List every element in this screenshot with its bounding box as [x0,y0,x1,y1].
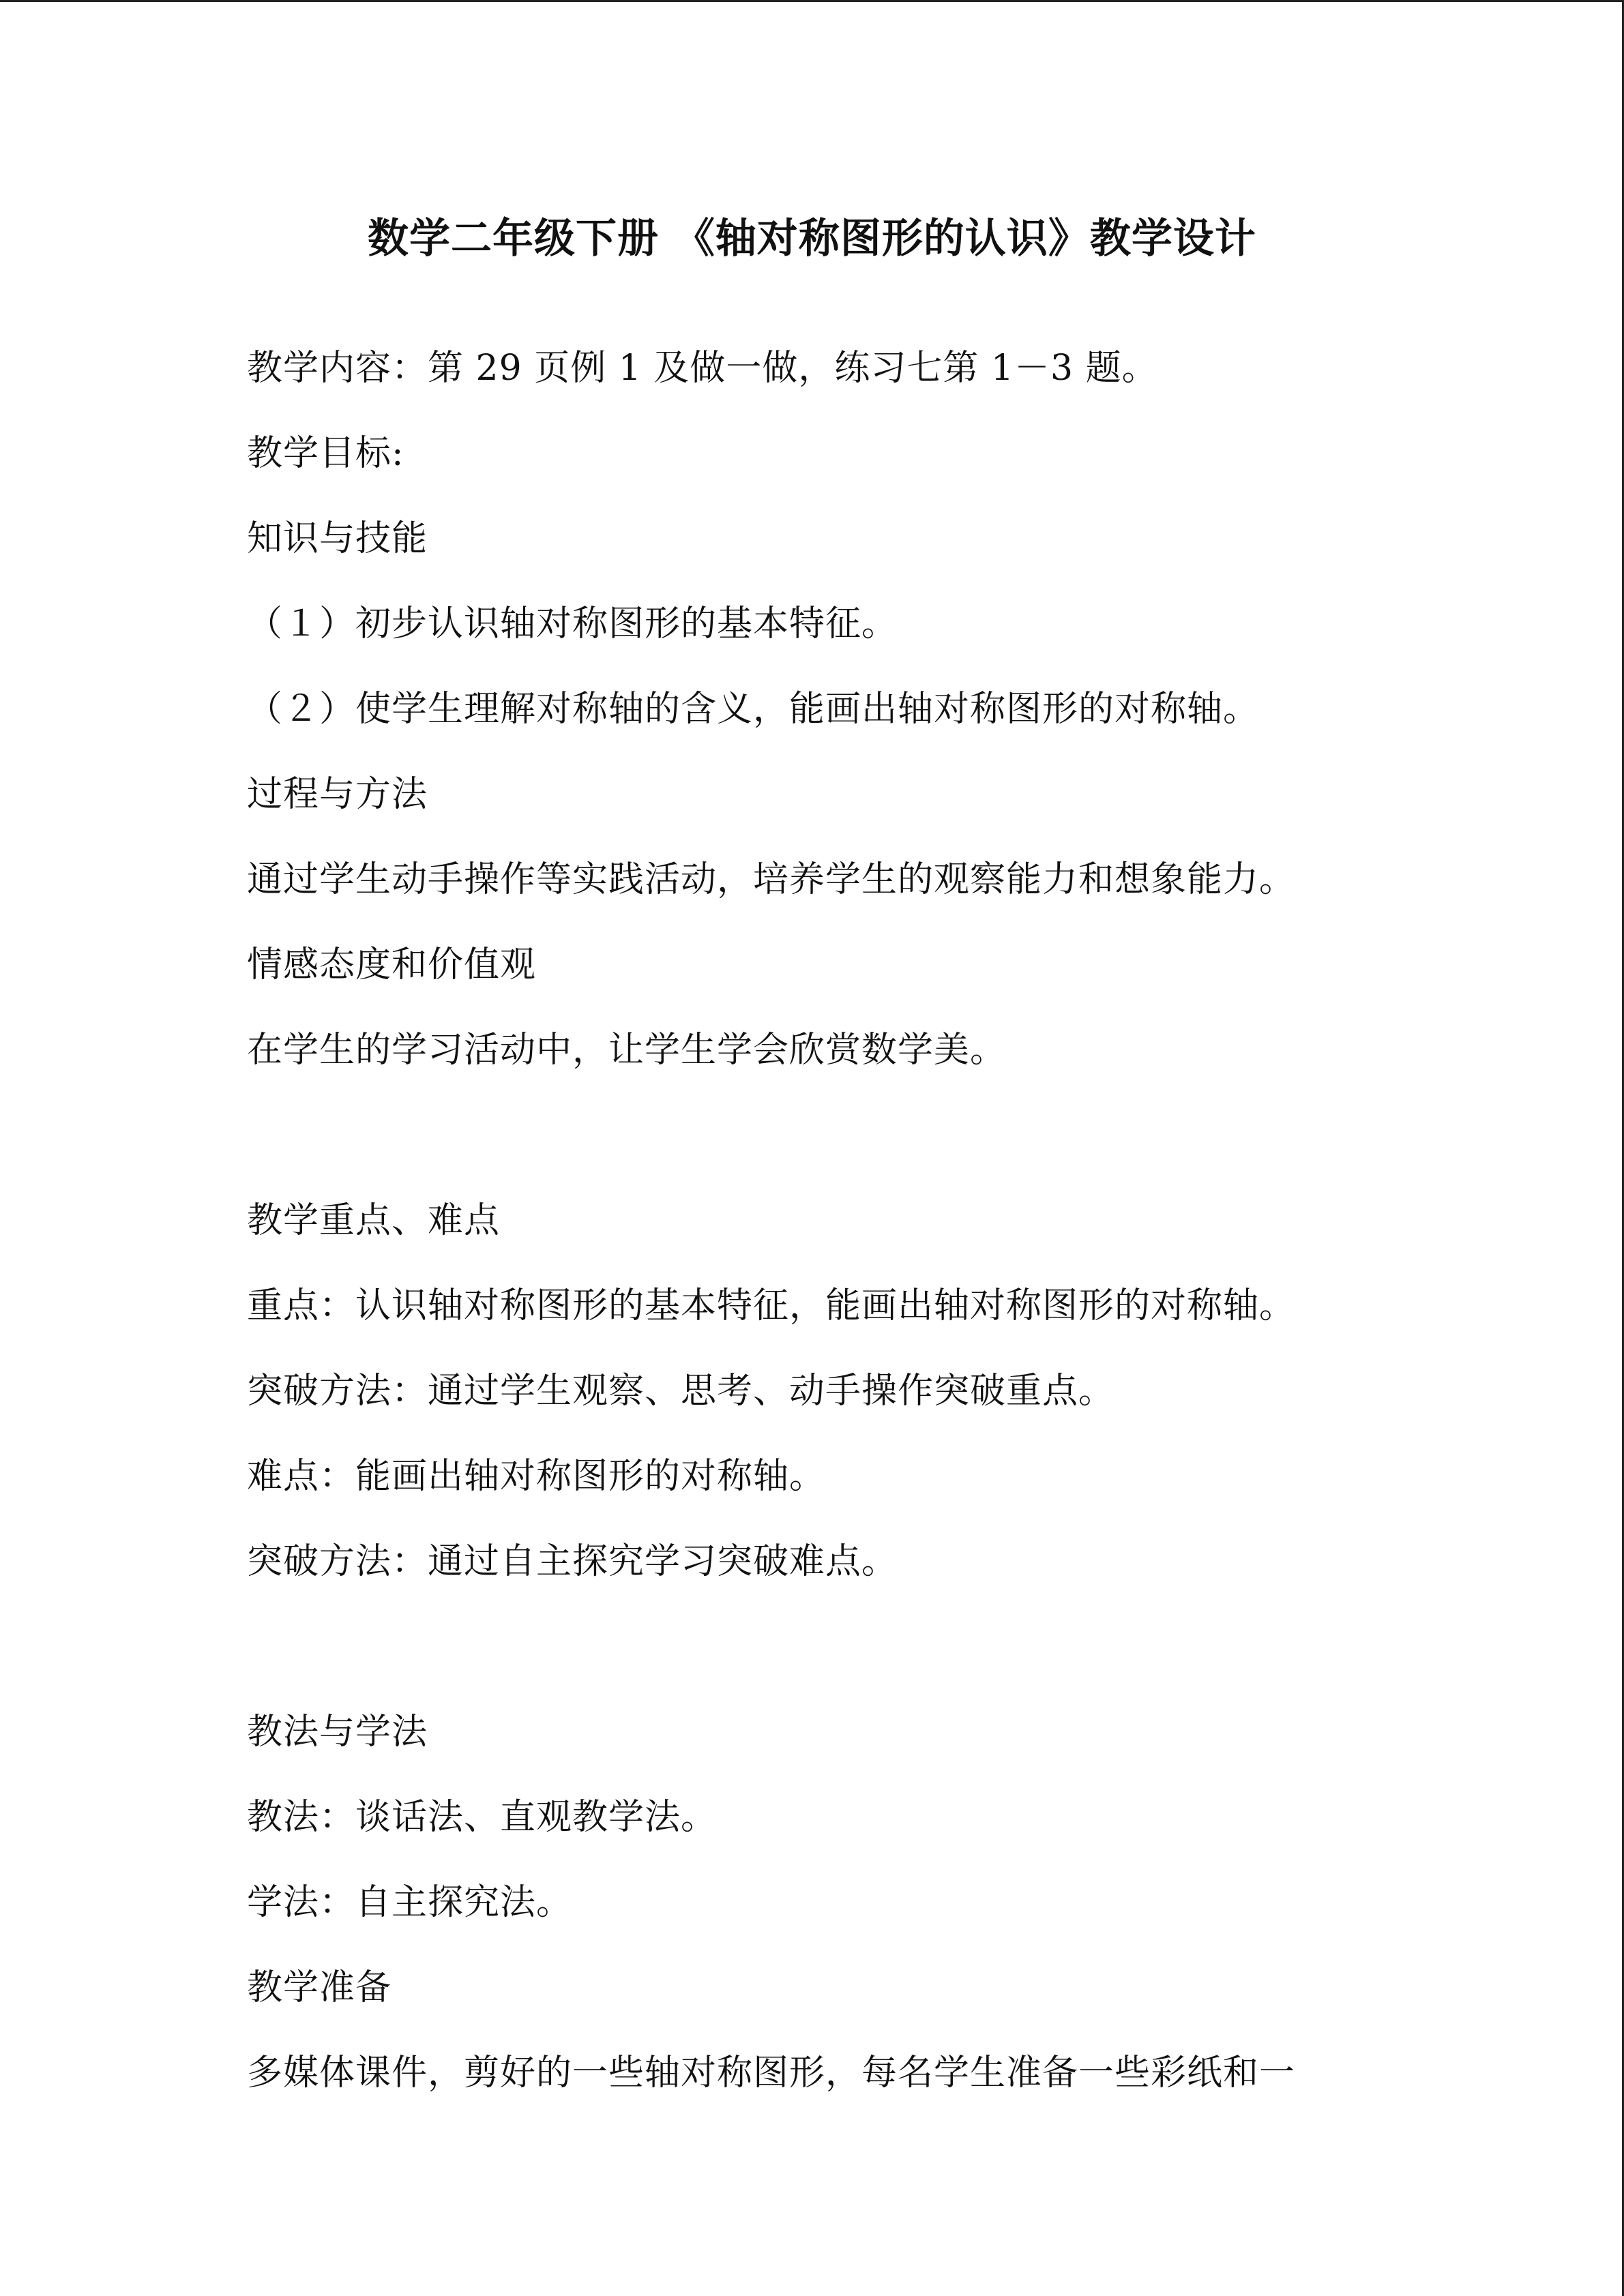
emotion-values-text: 在学生的学习活动中，让学生学会欣赏数学美。 [247,1030,1007,1071]
teaching-objectives-heading: 教学目标: [247,433,404,474]
difficult-point-breakthrough: 突破方法：通过自主探究学习突破难点。 [247,1541,898,1582]
emotion-values-heading: 情感态度和价值观 [247,944,537,985]
document-title: 数学二年级下册 《轴对称图形的认识》教学设计 [368,215,1256,263]
key-difficult-points-heading: 教学重点、难点 [247,1200,501,1241]
teaching-preparation-heading: 教学准备 [247,1967,392,2008]
objective-item-1: （１）初步认识轴对称图形的基本特征。 [247,603,898,644]
teaching-content-line: 教学内容：第 29 页例 1 及做一做，练习七第 1－3 题。 [247,348,1158,389]
key-point-text: 重点：认识轴对称图形的基本特征，能画出轴对称图形的对称轴。 [247,1285,1296,1326]
teaching-method-text: 教法：谈话法、直观教学法。 [247,1797,718,1838]
key-point-breakthrough: 突破方法：通过学生观察、思考、动手操作突破重点。 [247,1371,1115,1412]
objective-item-2: （２）使学生理解对称轴的含义，能画出轴对称图形的对称轴。 [247,689,1260,730]
page-border-top [0,0,1624,2]
teaching-preparation-text: 多媒体课件，剪好的一些轴对称图形，每名学生准备一些彩纸和一 [247,2053,1296,2093]
knowledge-skills-heading: 知识与技能 [247,518,428,559]
difficult-point-text: 难点：能画出轴对称图形的对称轴。 [247,1456,826,1497]
process-method-heading: 过程与方法 [247,774,428,815]
teaching-learning-methods-heading: 教法与学法 [247,1712,428,1753]
learning-method-text: 学法：自主探究法。 [247,1882,573,1923]
process-method-text: 通过学生动手操作等实践活动，培养学生的观察能力和想象能力。 [247,859,1296,900]
